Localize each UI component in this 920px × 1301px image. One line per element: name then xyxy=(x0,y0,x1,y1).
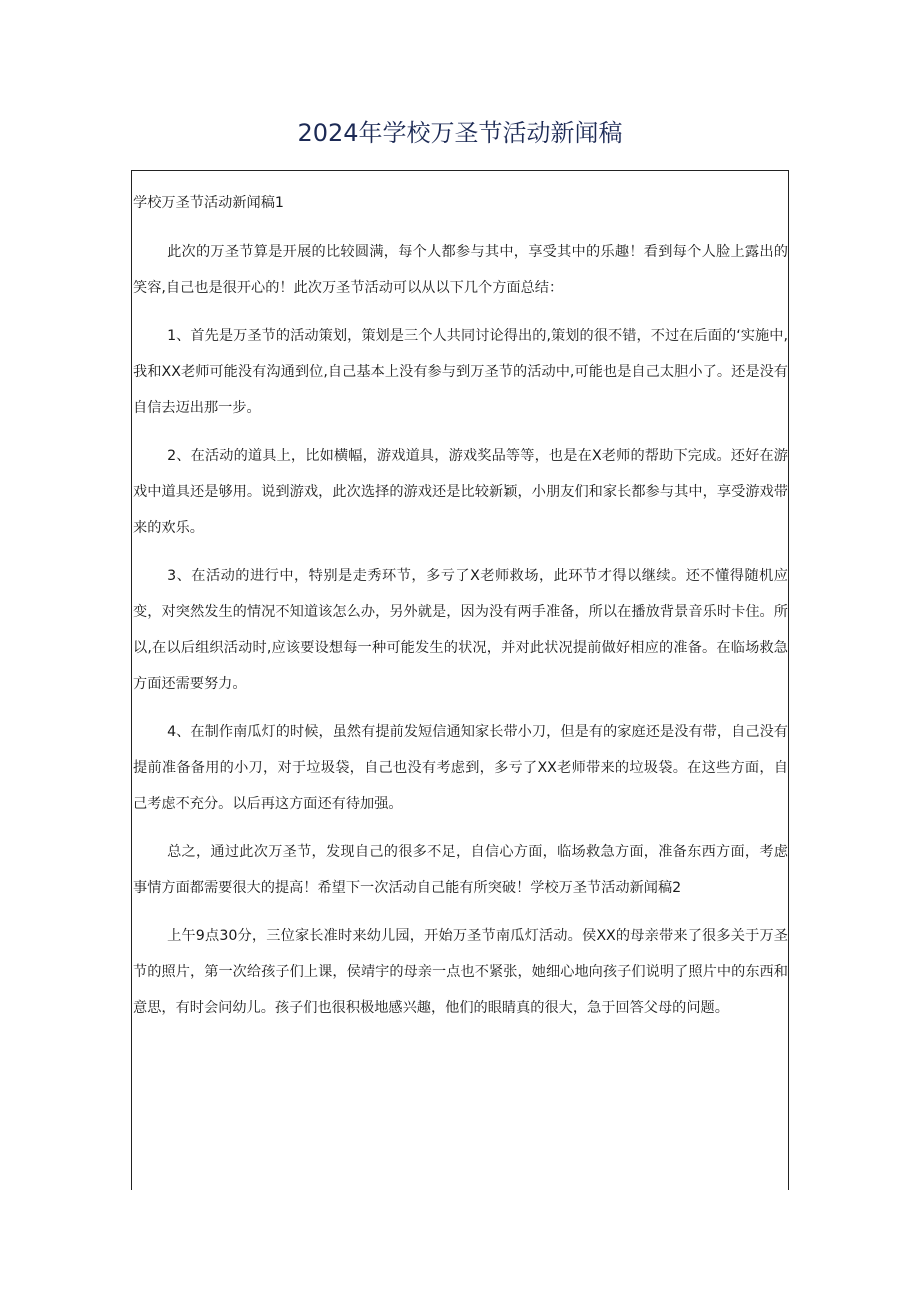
section-heading: 学校万圣节活动新闻稿1 xyxy=(133,195,284,211)
paragraph: 1、首先是万圣节的活动策划，策划是三个人共同讨论得出的,策划的很不错，不过在后面的‘实施中,我和XX老师可能没有沟通到位,自己基本上没有参与到万圣节的活动中,可能也是自己太胆小了。还是没有自信去迈出那一步。 xyxy=(133,328,788,416)
paragraph: 上午9点30分，三位家长准时来幼儿园，开始万圣节南瓜灯活动。侯XX的母亲带来了很多关于万圣节的照片，第一次给孩子们上课，侯靖宇的母亲一点也不紧张，她细心地向孩子们说明了照片中的东西和意思，有时会问幼儿。孩子们也很积极地感兴趣，他们的眼睛真的很大，急于回答父母的问题。 xyxy=(133,928,788,1016)
paragraph: 此次的万圣节算是开展的比较圆满，每个人都参与其中，享受其中的乐趣！看到每个人脸上露出的笑容,自己也是很开心的！此次万圣节活动可以从以下几个方面总结： xyxy=(133,244,788,296)
paragraph: 2、在活动的道具上，比如横幅，游戏道具，游戏奖品等等，也是在X老师的帮助下完成。还好在游戏中道具还是够用。说到游戏，此次选择的游戏还是比较新颖，小朋友们和家长都参与其中，享受游戏带来的欢乐。 xyxy=(133,448,788,536)
paragraph: 3、在活动的进行中，特别是走秀环节，多亏了X老师救场，此环节才得以继续。还不懂得随机应变，对突然发生的情况不知道该怎么办，另外就是，因为没有两手准备，所以在播放背景音乐时卡住。所以,在以后组织活动时,应该要设想每一种可能发生的状况，并对此状况提前做好相应的准备。在临场救急方面还需要努力。 xyxy=(133,568,788,692)
document-body xyxy=(133,185,788,1038)
document-title: 2024年学校万圣节活动新闻稿 xyxy=(297,119,623,147)
paragraph: 总之，通过此次万圣节，发现自己的很多不足，自信心方面，临场救急方面，准备东西方面，考虑事情方面都需要很大的提高！希望下一次活动自己能有所突破！学校万圣节活动新闻稿2 xyxy=(133,844,788,896)
paragraph: 4、在制作南瓜灯的时候，虽然有提前发短信通知家长带小刀，但是有的家庭还是没有带，自己没有提前准备备用的小刀，对于垃圾袋，自己也没有考虑到，多亏了XX老师带来的垃圾袋。在这些方面，自己考虑不充分。以后再这方面还有待加强。 xyxy=(133,724,788,812)
